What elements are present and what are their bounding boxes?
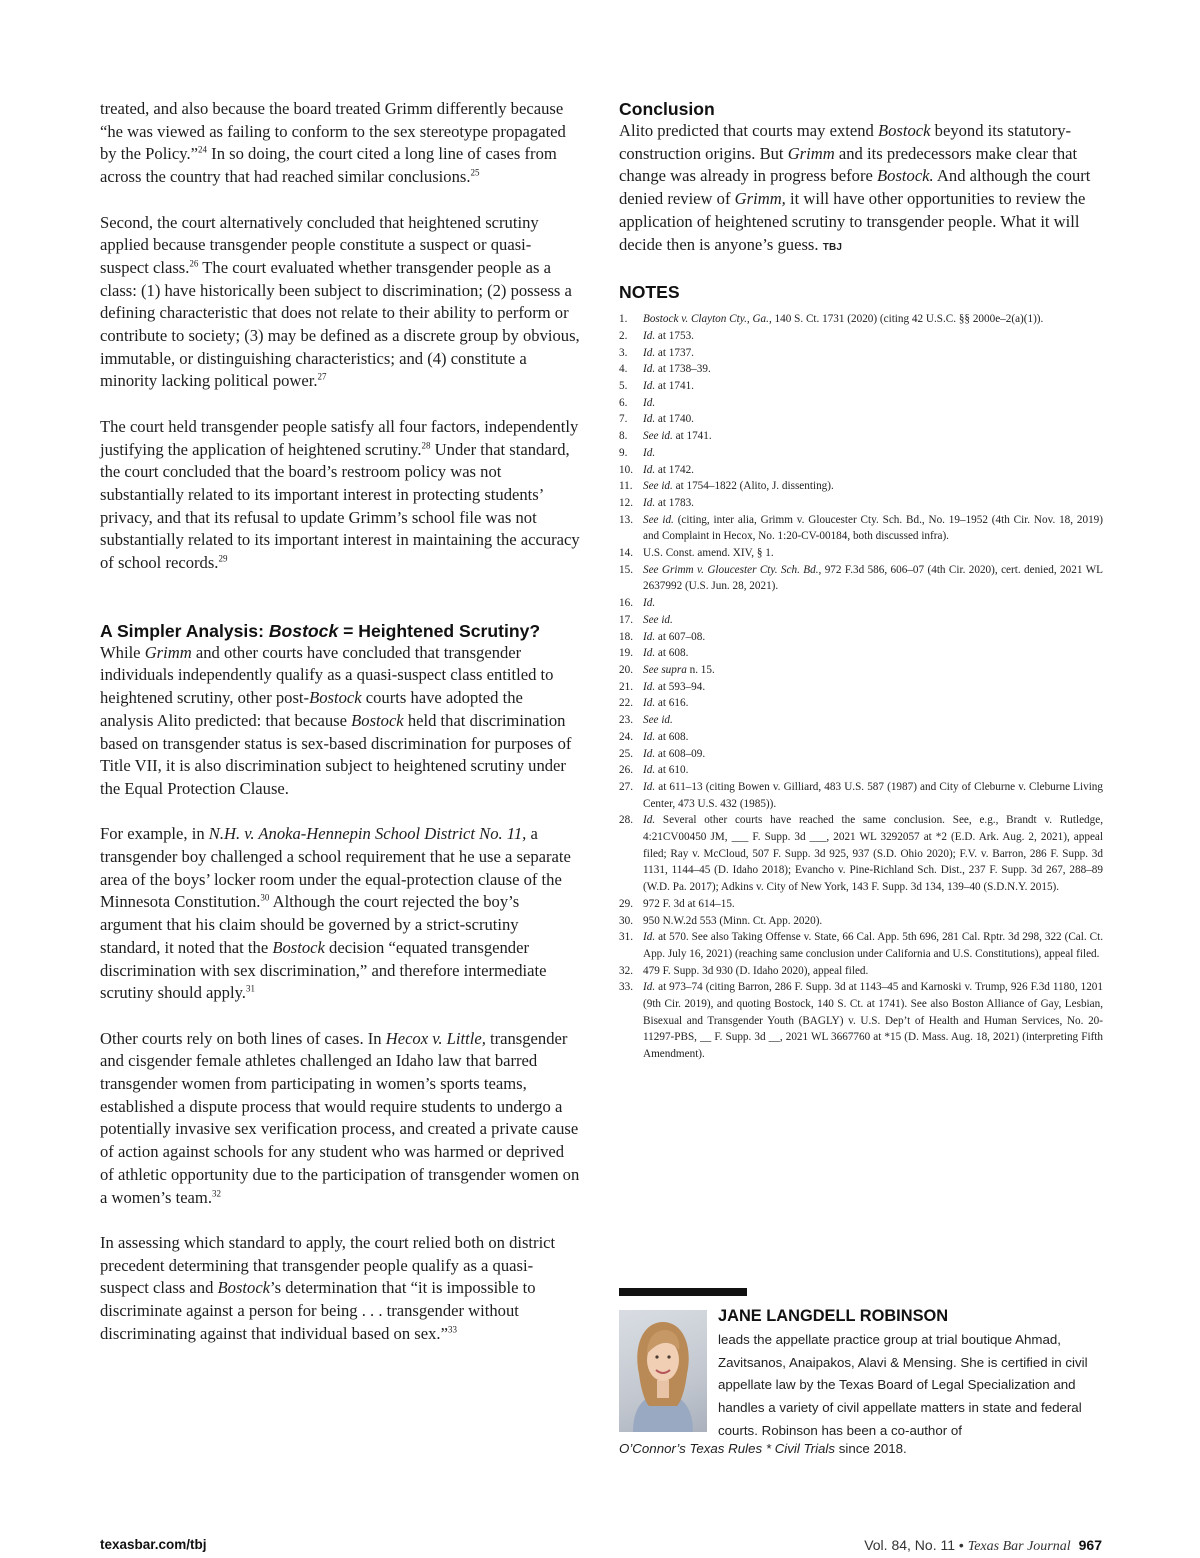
note-text: at 616. [655, 697, 689, 710]
note-item [619, 695, 1103, 712]
note-number: 19. [619, 647, 633, 660]
note-item [619, 311, 1103, 328]
note-item [619, 562, 1103, 595]
note-text: at 1740. [655, 413, 694, 426]
note-item [619, 896, 1103, 913]
notes-list [619, 311, 1103, 1063]
article-left-column [100, 98, 580, 1345]
note-text: at 608–09. [655, 747, 706, 760]
note-text: at 608. [655, 730, 689, 743]
note-item [619, 411, 1103, 428]
note-citation: See id. [643, 480, 673, 493]
note-text: at 1737. [655, 346, 694, 359]
note-number: 22. [619, 697, 633, 710]
note-citation: Id. [643, 697, 656, 710]
paragraph-4: While Grimm and other courts have concluded that transgender individuals independently qualify as a quasi-suspect class entitled to heightened scrutiny, other post-Bostock courts have adopted the analysis Alito predicted: that because Bostock held that discrimination based on transgender status is sex-based discrimination for purposes of Title VII, it is also discrimination subject to heightened scrutiny under the Equal Protection Clause. [100, 642, 572, 798]
section-heading: A Simpler Analysis: Bostock = Heightened Scrutiny? [100, 620, 541, 641]
conclusion-heading: Conclusion [619, 99, 715, 119]
paragraph-7: In assessing which standard to apply, the court relied both on district precedent determining that transgender people qualify as a quasi-suspect class and Bostock’s determination that “it is impossible to discriminate against a person for being . . . transgender without discriminating against that individual based on sex.”$^{33}$ [100, 1232, 556, 1343]
footnote-ref: 32 [211, 1188, 221, 1199]
note-citation: See id. [643, 714, 673, 727]
note-item [619, 595, 1103, 612]
note-number: 7. [619, 413, 628, 426]
note-item [619, 495, 1103, 512]
note-number: 21. [619, 680, 633, 693]
paragraph-6: Other courts rely on both lines of cases. In Hecox v. Little, transgender and cisgender female athletes challenged an Idaho law that barred transgender women from participating in women’s sports teams, established a dispute process that would require students to undergo a potentially invasive sex verification process, and created a private cause of action against schools for any student who was harmed or deprived of athletic opportunity due to the participation of transgender women on a women’s team.$^{32}$ [100, 1028, 580, 1207]
note-citation: Id. [643, 597, 656, 610]
note-citation: Bostock v. Clayton Cty., Ga., [643, 313, 772, 326]
footer-issue: Vol. 84, No. 11 • Texas Bar Journal 967 [864, 1537, 1102, 1554]
note-citation: Id. [643, 981, 656, 994]
article-right-column [619, 98, 1103, 1063]
note-text: at 608. [655, 647, 689, 660]
note-number: 2. [619, 329, 628, 342]
note-citation: Id. [643, 380, 656, 393]
note-citation: Id. [643, 363, 656, 376]
author-bio: leads the appellate practice group at trial boutique Ahmad, Zavitsanos, Anaipakos, Alavi & Mensing. She is certified in civil appellate law by the Texas Board of Legal Specialization and handles a variety of civil appellate matters in state and federal courts. Robinson has been a co-author of [718, 1332, 1088, 1438]
paragraph-5: For example, in N.H. v. Anoka-Hennepin School District No. 11, a transgender boy challenged a school requirement that he use a separate area of the boys’ locker room under the equal-protection clause of the Minnesota Constitution.$^{30}$ Although the court rejected the boy’s argument that his claim should be governed by a strict-scrutiny standard, it noted that the Bostock decision “equated transgender discrimination with sex discrimination,” and therefore intermediate scrutiny should apply.$^{31}$ [100, 824, 571, 1003]
note-item [619, 361, 1103, 378]
note-number: 12. [619, 496, 633, 509]
note-text: 479 F. Supp. 3d 930 (D. Idaho 2020), appeal filed. [643, 964, 869, 977]
note-text: at 1753. [655, 329, 694, 342]
note-item [619, 545, 1103, 562]
note-number: 23. [619, 714, 633, 727]
note-number: 11. [619, 480, 633, 493]
note-number: 33. [619, 981, 633, 994]
note-text: at 973–74 (citing Barron, 286 F. Supp. 3d at 1143–45 and Karnoski v. Trump, 926 F.3d 1180, 1201 (9th Cir. 2019), and quoting Bostock, 140 S. Ct. at 1741). See also Boston Alliance of Gay, Lesbian, Bisexual and Transgender Youth (BAGLY) v. U.S. Dep’t of Health and Human Services, No. 20-11297-PBS, __ F. Supp. 3d __, 2021 WL 3667760 at *15 (D. Mass. Aug. 18, 2021) (interpreting Fifth Amendment). [643, 981, 1103, 1061]
note-number: 6. [619, 396, 628, 409]
note-number: 26. [619, 764, 633, 777]
note-citation: Id. [643, 630, 656, 643]
note-text: at 1783. [655, 496, 694, 509]
note-citation: Id. [643, 463, 656, 476]
note-number: 20. [619, 663, 633, 676]
note-item [619, 979, 1103, 1063]
note-number: 15. [619, 563, 633, 576]
note-text: (citing, inter alia, Grimm v. Gloucester Cty. Sch. Bd., No. 19–1952 (4th Cir. Nov. 18, 2019) and Complaint in Hecox, No. 1:20-CV-00184, both discussed infra). [643, 513, 1103, 543]
note-citation: See Grimm v. Gloucester Cty. Sch. Bd., [643, 563, 822, 576]
footnote-ref: 33 [447, 1324, 457, 1335]
note-number: 16. [619, 597, 633, 610]
footnote-ref: 24 [198, 144, 208, 155]
note-text: Several other courts have reached the same conclusion. See, e.g., Brandt v. Rutledge, 4:21CV00450 JM, ___ F. Supp. 3d ___, 2021 WL 3292057 at *2 (E.D. Ark. Aug. 2, 2021), appeal filed; Ray v. McCloud, 507 F. Supp. 3d 925, 937 (S.D. Ohio 2020); F.V. v. Barron, 286 F. Supp. 3d 1131, 1144–45 (D. Idaho 2018); Evancho v. Pine-Richland Sch. Dist., 237 F. Supp. 3d 267, 288–89 (W.D. Pa. 2017); Adkins v. City of New York, 143 F. Supp. 3d 134, 139–40 (S.D.N.Y. 2015). [643, 814, 1103, 894]
note-item [619, 679, 1103, 696]
author-bio-end: O’Connor’s Texas Rules * Civil Trials since 2018. [619, 1441, 907, 1456]
note-text: at 1741. [672, 430, 712, 443]
notes-heading: NOTES [619, 282, 680, 303]
note-text: at 570. See also Taking Offense v. State, 66 Cal. App. 5th 696, 281 Cal. Rptr. 3d 298, 322 (Cal. Ct. App. July 16, 2021) (reaching same conclusion under California and U.S. Constitutions), appeal filed. [643, 931, 1103, 960]
note-text: at 610. [655, 764, 689, 777]
note-text: 140 S. Ct. 1731 (2020) (citing 42 U.S.C. §§ 2000e–2(a)(1)). [771, 313, 1044, 326]
paragraph-3: The court held transgender people satisfy all four factors, independently justifying the application of heightened scrutiny.$^{28}$ Under that standard, the court concluded that the board’s restroom policy was not substantially related to its important interest in protecting students’ privacy, and that its refusal to update Grimm’s school file was not substantially related to its important interest in maintaining the accuracy of school records.$^{29}$ [100, 416, 580, 573]
note-item [619, 512, 1103, 545]
note-number: 27. [619, 780, 633, 793]
paragraph-1: treated, and also because the board treated Grimm differently because “he was viewed as failing to conform to the sex stereotype propagated by the Policy.”$^{24}$ In so doing, the court cited a long line of cases from across the country that had reached similar conclusions.$^{25}$ [100, 99, 566, 187]
footnote-ref: 25 [470, 167, 480, 178]
note-text: at 607–08. [655, 630, 706, 643]
note-citation: Id. [643, 764, 656, 777]
note-number: 31. [619, 931, 633, 944]
note-text: at 593–94. [655, 680, 706, 693]
footnote-ref: 30 [260, 892, 270, 903]
note-item [619, 445, 1103, 462]
note-citation: Id. [643, 413, 656, 426]
note-citation: Id. [643, 647, 656, 660]
note-number: 24. [619, 730, 633, 743]
note-number: 3. [619, 346, 628, 359]
note-item [619, 428, 1103, 445]
note-text: 972 F.3d 586, 606–07 (4th Cir. 2020), cert. denied, 2021 WL 2637992 (U.S. Jun. 28, 2021). [643, 563, 1103, 593]
note-text: at 1754–1822 (Alito, J. dissenting). [672, 480, 834, 493]
note-number: 14. [619, 547, 633, 560]
note-item [619, 729, 1103, 746]
note-citation: Id. [643, 780, 656, 793]
note-number: 13. [619, 513, 633, 526]
footnote-ref: 29 [218, 553, 228, 564]
note-item [619, 328, 1103, 345]
note-number: 28. [619, 814, 633, 827]
footnote-ref: 26 [189, 258, 199, 269]
book-title: O’Connor’s Texas Rules * Civil Trials [619, 1441, 836, 1456]
footer-url: texasbar.com/tbj [100, 1537, 207, 1552]
note-text: at 1741. [655, 380, 694, 393]
note-number: 25. [619, 747, 633, 760]
note-item [619, 478, 1103, 495]
note-item [619, 913, 1103, 930]
note-number: 4. [619, 363, 628, 376]
note-number: 18. [619, 630, 633, 643]
paragraph-2: Second, the court alternatively concluded that heightened scrutiny applied because transgender people constitute a suspect or quasi-suspect class.$^{26}$ The court evaluated whether transgender people as a class: (1) have historically been subject to discrimination; (2) possess a defining characteristic that does not relate to their ability to perform or contribute to society; (3) may be defined as a discrete group by obvious, immutable, or distinguishing characteristics; and (4) constitute a minority lacking political power.$^{27}$ [100, 212, 580, 391]
note-citation: Id. [643, 814, 656, 827]
note-text: at 1738–39. [655, 363, 711, 376]
note-text: at 1742. [655, 463, 694, 476]
note-number: 8. [619, 430, 628, 443]
note-item [619, 662, 1103, 679]
note-item [619, 629, 1103, 646]
note-number: 10. [619, 463, 633, 476]
note-citation: See id. [643, 430, 673, 443]
note-item [619, 645, 1103, 662]
note-number: 1. [619, 313, 628, 326]
note-item [619, 395, 1103, 412]
note-citation: See id. [643, 513, 674, 526]
tbj-end-mark: TBJ [822, 241, 843, 253]
note-number: 29. [619, 897, 633, 910]
footnote-ref: 28 [421, 439, 431, 450]
note-item [619, 462, 1103, 479]
note-citation: Id. [643, 346, 656, 359]
note-number: 30. [619, 914, 633, 927]
note-item [619, 612, 1103, 629]
note-text: at 611–13 (citing Bowen v. Gilliard, 483 U.S. 587 (1987) and City of Cleburne v. Cleburne Living Center, 473 U.S. 432 (1985)). [643, 780, 1103, 810]
note-item [619, 746, 1103, 763]
note-item [619, 963, 1103, 980]
note-citation: See id. [643, 613, 673, 626]
page-number: 967 [1078, 1537, 1102, 1553]
note-number: 5. [619, 380, 628, 393]
note-citation: Id. [643, 931, 656, 944]
note-number: 32. [619, 964, 633, 977]
note-item [619, 345, 1103, 362]
note-item [619, 712, 1103, 729]
footnote-ref: 27 [317, 371, 327, 382]
note-citation: Id. [643, 680, 656, 693]
note-citation: See supra [643, 663, 687, 676]
author-photo [619, 1310, 707, 1432]
note-citation: Id. [643, 396, 656, 409]
note-item [619, 378, 1103, 395]
note-text: n. 15. [686, 663, 715, 676]
author-name: JANE LANGDELL ROBINSON [718, 1307, 949, 1325]
note-citation: Id. [643, 446, 656, 459]
note-number: 17. [619, 613, 633, 626]
footnote-ref: 31 [245, 983, 255, 994]
note-item [619, 812, 1103, 896]
conclusion-paragraph: Alito predicted that courts may extend Bostock beyond its statutory-construction origins. But Grimm and its predecessors make clear that change was already in progress before Bostock. And although the court denied review of Grimm, it will have other opportunities to review the application of heightened scrutiny to transgender people. What it will decide then is anyone’s guess. TBJ [619, 121, 1091, 254]
note-item [619, 762, 1103, 779]
note-text: 950 N.W.2d 553 (Minn. Ct. App. 2020). [643, 914, 823, 927]
note-citation: Id. [643, 329, 656, 342]
note-item [619, 929, 1103, 962]
note-text: 972 F. 3d at 614–15. [643, 897, 735, 910]
author-divider [619, 1288, 747, 1296]
note-citation: Id. [643, 747, 656, 760]
note-citation: Id. [643, 730, 656, 743]
note-text: U.S. Const. amend. XIV, § 1. [643, 547, 774, 560]
note-item [619, 779, 1103, 812]
note-citation: Id. [643, 496, 656, 509]
note-number: 9. [619, 446, 628, 459]
